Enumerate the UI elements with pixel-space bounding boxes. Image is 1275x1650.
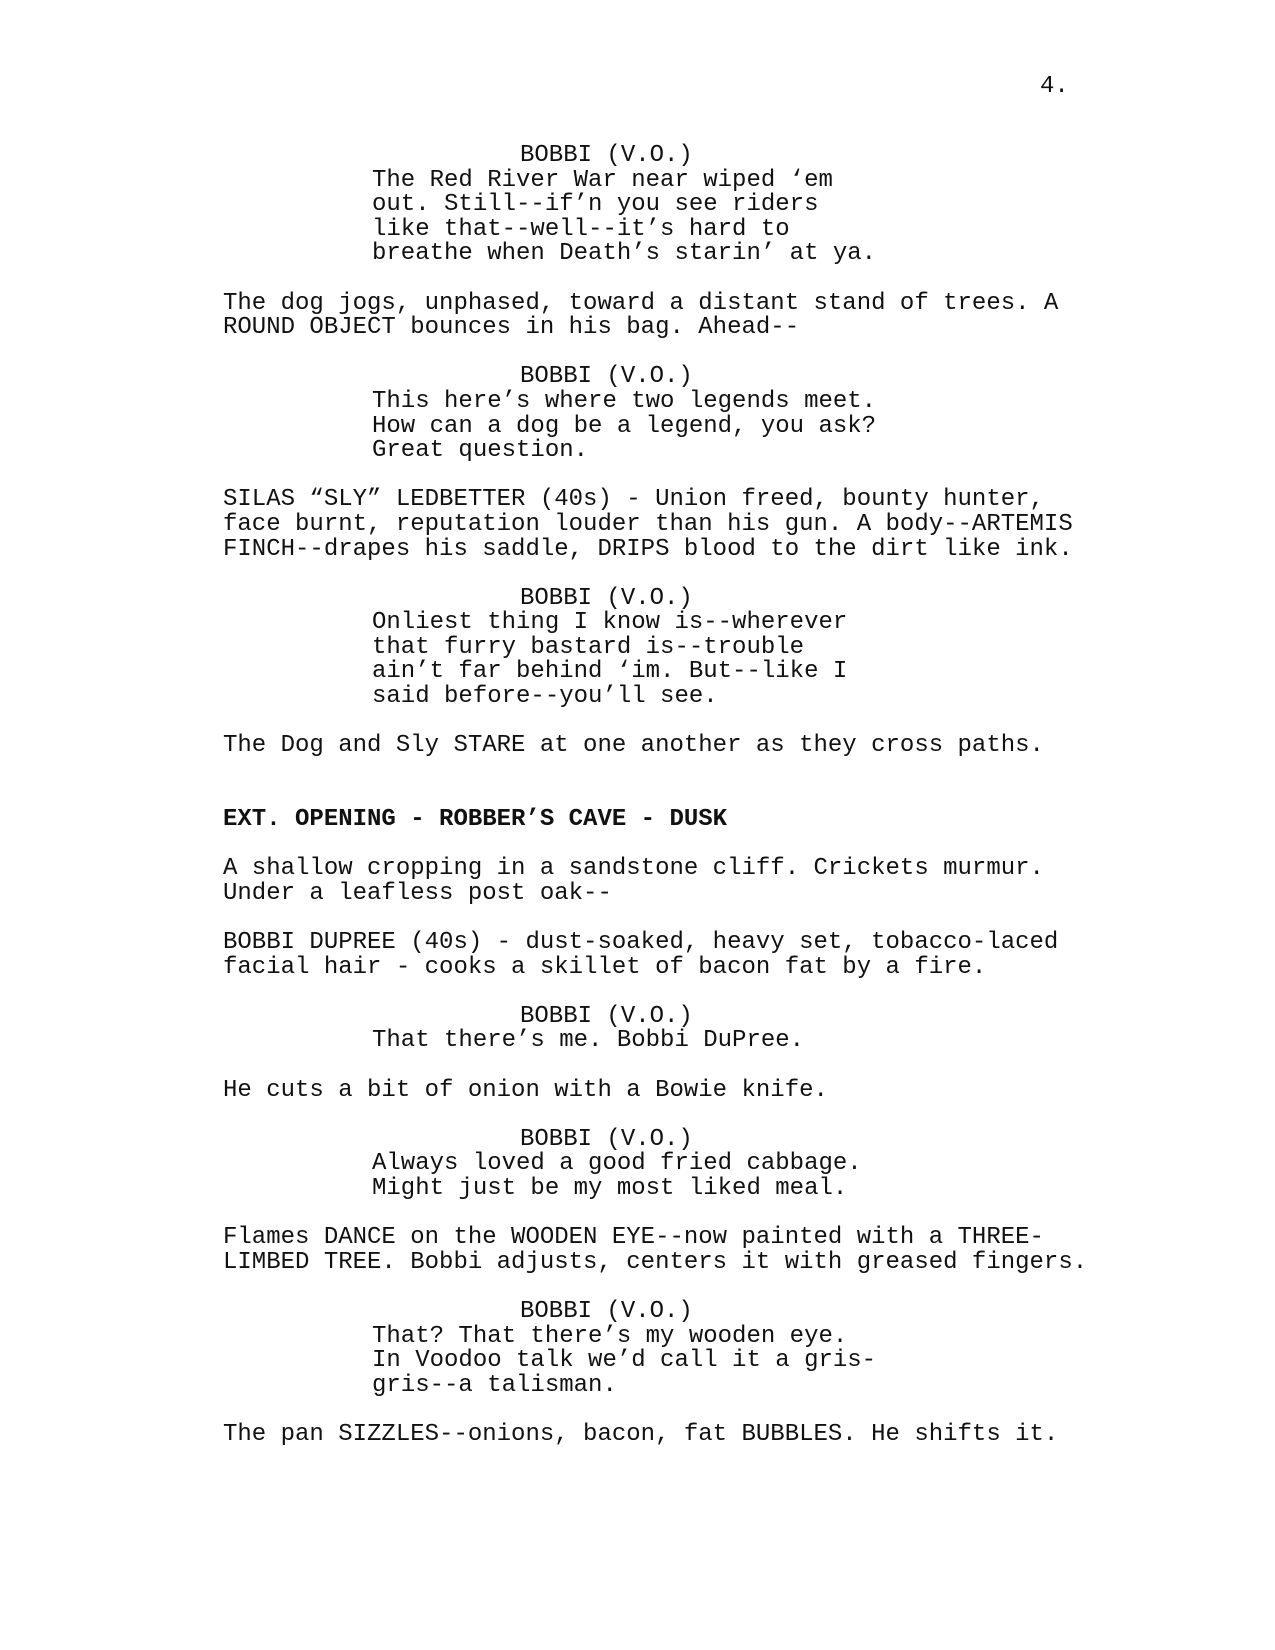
action-block: He cuts a bit of onion with a Bowie knife. [223,1076,828,1104]
character-cue: BOBBI (V.O.) [520,363,693,391]
action-block: SILAS “SLY” LEDBETTER (40s) - Union freed, bounty hunter, face burnt, reputation louder than his gun. A body--ARTEMIS FINCH--drapes his saddle, DRIPS blood to the dirt like ink. [223,486,1073,563]
action-block: Flames DANCE on the WOODEN EYE--now painted with a THREE- LIMBED TREE. Bobbi adjusts, centers it with greased fingers. [223,1224,1088,1276]
script-body [0,144,1275,1447]
dialogue-block: The Red River War near wiped ‘em out. Still--if’n you see riders like that--well--it’s hard to breathe when Death’s starin’ at ya. [372,166,877,268]
character-cue: BOBBI (V.O.) [520,1002,693,1030]
action-block: BOBBI DUPREE (40s) - dust-soaked, heavy set, tobacco-laced facial hair - cooks a skillet of bacon fat by a fire. [223,929,1059,981]
action-block: The pan SIZZLES--onions, bacon, fat BUBBLES. He shifts it. [223,1420,1059,1448]
dialogue-block: This here’s where two legends meet. How can a dog be a legend, you ask? Great question. [372,387,877,465]
dialogue-block: That there’s me. Bobbi DuPree. [372,1027,805,1055]
character-cue: BOBBI (V.O.) [520,1125,693,1153]
action-block: The dog jogs, unphased, toward a distant stand of trees. A ROUND OBJECT bounces in his bag. Ahead-- [223,289,1059,342]
character-cue: BOBBI (V.O.) [520,1297,693,1325]
dialogue-block: That? That there’s my wooden eye. In Voodoo talk we’d call it a gris- gris--a talisman. [372,1322,877,1399]
scene-heading: EXT. OPENING - ROBBER’S CAVE - DUSK [223,806,728,834]
action-block: The Dog and Sly STARE at one another as they cross paths. [223,732,1044,760]
page-number: 4. [1040,73,1069,100]
dialogue-block: Onliest thing I know is--wherever that furry bastard is--trouble ain’t far behind ‘im. But--like I said before--you’ll see. [372,609,848,711]
dialogue-block: Always loved a good fried cabbage. Might just be my most liked meal. [372,1150,862,1202]
action-block: A shallow cropping in a sandstone cliff. Crickets murmur. Under a leafless post oak-- [223,855,1044,907]
character-cue: BOBBI (V.O.) [520,584,693,612]
character-cue: BOBBI (V.O.) [520,142,693,169]
